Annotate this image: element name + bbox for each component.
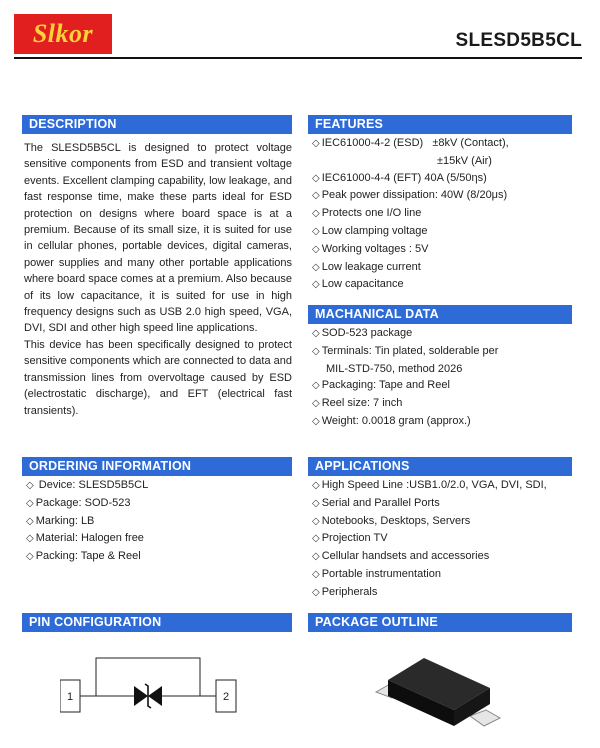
list-item: ◇ Low clamping voltage [312,224,428,237]
mechanical-data-header: MACHANICAL DATA [308,305,572,324]
list-item: ◇ Weight: 0.0018 gram (approx.) [312,414,471,427]
list-item: ◇ Low capacitance [312,278,404,291]
list-item: ◇ IEC61000-4-2 (ESD) ±8kV (Contact), [312,137,509,149]
open-diamond-icon: ◇ [312,533,320,545]
list-item: ◇ Notebooks, Desktops, Servers [312,514,471,527]
list-item: ◇ IEC61000-4-4 (EFT) 40A (5/50ηs) [312,171,487,184]
open-diamond-icon: ◇ [312,328,320,339]
list-item: ◇ SOD-523 package [312,327,413,339]
package-outline-header: PACKAGE OUTLINE [308,613,572,632]
open-diamond-icon: ◇ [312,568,320,580]
open-diamond-icon: ◇ [312,225,320,237]
list-item: ◇ Projection TV [312,532,388,545]
description-paragraph-2: This device has been specifically designed to protect sensitive components which are connected to data and transmission lines from overvoltage caused by ESD (electrostatic discharge), and EFT (electrical fast transients). [24,338,292,417]
header-divider [14,57,582,59]
mechanical-data-list [312,325,498,431]
open-diamond-icon: ◇ [312,138,320,149]
open-diamond-icon: ◇ [26,480,34,491]
applications-header: APPLICATIONS [308,457,572,476]
open-diamond-icon: ◇ [312,497,320,509]
open-diamond-icon: ◇ [26,533,34,545]
open-diamond-icon: ◇ [312,261,320,273]
pin-2-label: 2 [222,691,230,703]
features-header: FEATURES [308,115,572,134]
list-item: ◇ Cellular handsets and accessories [312,550,490,563]
open-diamond-icon: ◇ [312,480,320,491]
part-number-title: SLESD5B5CL [455,30,582,51]
list-item: ◇ Protects one I/O line [312,207,422,220]
list-item: ◇ Serial and Parallel Ports [312,496,440,509]
pin-configuration-header: PIN CONFIGURATION [22,613,292,632]
list-item: ◇ Low leakage current [312,260,421,273]
list-item: ◇ Working voltages : 5V [312,242,429,255]
open-diamond-icon: ◇ [26,551,34,563]
brand-logo: Slkor [14,14,112,54]
open-diamond-icon: ◇ [312,586,320,598]
applications-list [312,477,547,602]
list-item: ◇ Reel size: 7 inch [312,397,403,410]
features-list [312,135,509,294]
list-item: ◇ Terminals: Tin plated, solderable per [312,344,499,357]
pin-1-label: 1 [66,691,74,703]
open-diamond-icon: ◇ [312,190,320,202]
list-item: ◇ Peak power dissipation: 40W (8/20μs) [312,189,508,202]
open-diamond-icon: ◇ [312,380,320,392]
open-diamond-icon: ◇ [312,279,320,291]
list-item: ◇ High Speed Line :USB1.0/2.0, VGA, DVI, SDI, [312,479,547,491]
open-diamond-icon: ◇ [312,415,320,427]
ordering-information-header: ORDERING INFORMATION [22,457,292,476]
list-item: ◇ Packing: Tape & Reel [26,550,141,563]
list-item: ◇ Peripherals [312,585,378,598]
bidirectional-tvs-diode-icon [134,684,162,708]
open-diamond-icon: ◇ [312,398,320,410]
list-item: ◇ Material: Halogen free [26,532,144,545]
list-item: ◇ Device: SLESD5B5CL [26,479,149,491]
open-diamond-icon: ◇ [312,345,320,357]
open-diamond-icon: ◇ [26,515,34,527]
list-item: ◇ Portable instrumentation [312,567,441,580]
list-item: ◇ Marking: LB [26,514,95,527]
open-diamond-icon: ◇ [312,243,320,255]
pin-configuration-diagram [60,650,260,740]
description-paragraph-1: The SLESD5B5CL is designed to protect voltage sensitive components from ESD and transient voltage events. Excellent clamping capability, low leakage, and fast response time, make these parts ideal for ESD protection on designs where board space is at a premium. Because of its small size, it is suited for use in cellular phones, portable devices, digital cameras, power supplies and many other portable applications where board space comes at a premium. Also because of its low capacitance, it is suited for use in high frequency designs such as USB 2.0 high speed, VGA, DVI, SDI and other high speed line applications. [24,142,292,335]
description-text [24,140,292,419]
sod-523-package-icon [372,640,512,740]
ordering-information-list [26,477,148,566]
open-diamond-icon: ◇ [312,208,320,220]
open-diamond-icon: ◇ [312,172,320,184]
list-item: MIL-STD-750, method 2026 [326,362,463,375]
list-item: ±15kV (Air) [437,154,492,167]
open-diamond-icon: ◇ [26,497,34,509]
list-item: ◇ Packaging: Tape and Reel [312,379,450,392]
list-item: ◇ Package: SOD-523 [26,496,131,509]
open-diamond-icon: ◇ [312,515,320,527]
description-header: DESCRIPTION [22,115,292,134]
open-diamond-icon: ◇ [312,551,320,563]
